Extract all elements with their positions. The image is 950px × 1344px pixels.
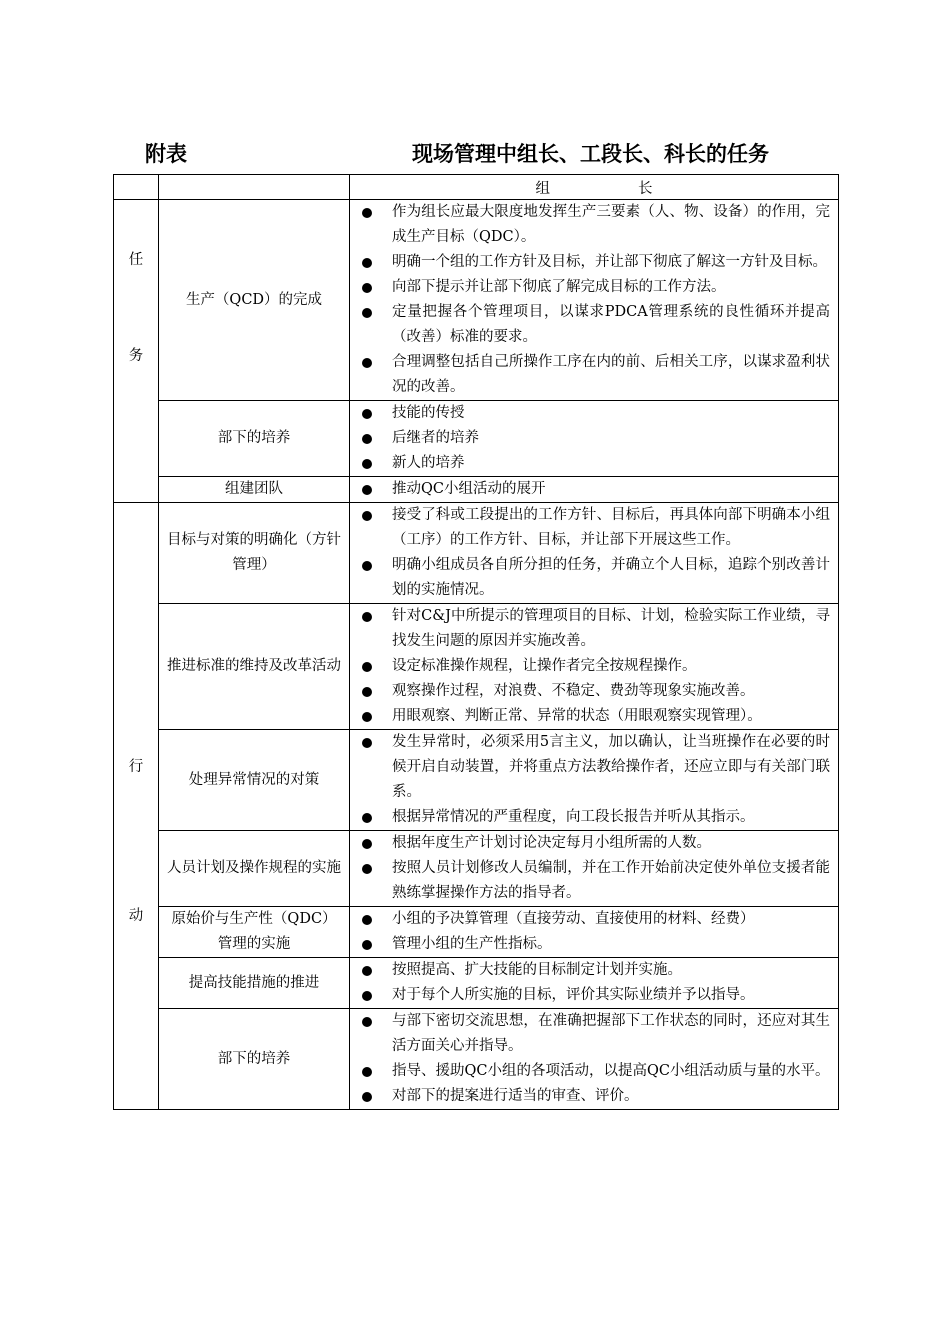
table-row [114, 831, 839, 907]
list-item [350, 730, 838, 805]
bullet-icon [362, 940, 372, 950]
list-item-text: 设定标准操作规程，让操作者完全按规程操作。 [392, 658, 697, 674]
header-char-2: 长 [638, 180, 653, 197]
header-char-1: 组 [535, 180, 550, 197]
row-label: 部下的培养 [159, 401, 350, 477]
list-item [350, 300, 838, 350]
list-item-text: 观察操作过程，对浪费、不稳定、费劲等现象实施改善。 [392, 683, 755, 699]
row-label: 生产（QCD）的完成 [159, 200, 350, 401]
list-item-text: 管理小组的生产性指标。 [392, 936, 552, 952]
list-item-text: 技能的传授 [392, 405, 465, 421]
list-item [350, 805, 838, 830]
list-item [350, 958, 838, 983]
bullet-icon [362, 561, 372, 571]
bullet-icon [362, 485, 372, 495]
row-items-cell [350, 907, 839, 958]
list-item [350, 983, 838, 1008]
row-label: 推进标准的维持及改革活动 [159, 604, 350, 730]
list-item [350, 679, 838, 704]
list-item-text: 对部下的提案进行适当的审查、评价。 [392, 1088, 639, 1104]
list-item [350, 907, 838, 932]
list-item-text: 按照人员计划修改人员编制，并在工作开始前决定使外单位支援者能熟练掌握操作方法的指导者。 [392, 860, 830, 901]
list-item-text: 针对C&J中所提示的管理项目的目标、计划，检验实际工作业绩，寻找发生问题的原因并实施改善。 [392, 608, 830, 649]
bullet-icon [362, 308, 372, 318]
task-table [113, 174, 839, 1110]
list-item [350, 1084, 838, 1109]
table-row [114, 477, 839, 503]
list-item-text: 明确一个组的工作方针及目标，并让部下彻底了解这一方针及目标。 [392, 254, 827, 270]
list-item [350, 1009, 838, 1059]
bullet-icon [362, 511, 372, 521]
list-item-text: 用眼观察、判断正常、异常的状态（用眼观察实现管理）。 [392, 708, 762, 724]
row-items-cell [350, 401, 839, 477]
table-row [114, 730, 839, 831]
list-item-text: 合理调整包括自己所操作工序在内的前、后相关工序，以谋求盈利状况的改善。 [392, 354, 830, 395]
bullet-icon [362, 839, 372, 849]
bullet-icon [362, 283, 372, 293]
group-task-char-1: 任 [128, 252, 144, 268]
group-task-cell [114, 200, 159, 503]
list-item [350, 553, 838, 603]
table-row [114, 958, 839, 1009]
list-item [350, 250, 838, 275]
bullet-icon [362, 459, 372, 469]
row-items-cell [350, 1009, 839, 1110]
row-label: 人员计划及操作规程的实施 [159, 831, 350, 907]
list-item-text: 对于每个人所实施的目标，评价其实际业绩并予以指导。 [392, 987, 755, 1003]
bullet-icon [362, 208, 372, 218]
list-item-text: 后继者的培养 [392, 430, 479, 446]
table-row [114, 401, 839, 477]
list-item-text: 新人的培养 [392, 455, 465, 471]
list-item [350, 200, 838, 250]
list-item-text: 根据异常情况的严重程度，向工段长报告并听从其指示。 [392, 809, 755, 825]
bullet-icon [362, 434, 372, 444]
list-item [350, 932, 838, 957]
row-items-cell [350, 477, 839, 503]
list-item [350, 350, 838, 400]
row-label: 处理异常情况的对策 [159, 730, 350, 831]
row-label: 组建团队 [159, 477, 350, 503]
bullet-icon [362, 1017, 372, 1027]
list-item [350, 831, 838, 856]
table-row [114, 200, 839, 401]
bullet-icon [362, 712, 372, 722]
list-item [350, 1059, 838, 1084]
row-label: 目标与对策的明确化（方针管理） [159, 503, 350, 604]
list-item-text: 定量把握各个管理项目，以谋求PDCA管理系统的良性循环并提高（改善）标准的要求。 [392, 304, 830, 345]
table-row [114, 604, 839, 730]
bullet-icon [362, 358, 372, 368]
row-label: 提高技能措施的推进 [159, 958, 350, 1009]
row-label: 原始价与生产性（QDC）管理的实施 [159, 907, 350, 958]
bullet-icon [362, 409, 372, 419]
bullet-icon [362, 662, 372, 672]
bullet-icon [362, 1092, 372, 1102]
list-item-text: 指导、援助QC小组的各项活动，以提高QC小组活动质与量的水平。 [392, 1063, 830, 1079]
bullet-icon [362, 966, 372, 976]
list-item [350, 426, 838, 451]
table-row [114, 907, 839, 958]
group-action-cell [114, 503, 159, 1110]
table-header-row [114, 175, 839, 200]
list-item [350, 654, 838, 679]
list-item [350, 856, 838, 906]
list-item [350, 704, 838, 729]
group-action-char-2: 动 [128, 908, 144, 924]
row-items-cell [350, 200, 839, 401]
list-item [350, 275, 838, 300]
bullet-icon [362, 864, 372, 874]
list-item-text: 小组的予决算管理（直接劳动、直接使用的材料、经费） [392, 911, 755, 927]
list-item [350, 451, 838, 476]
table-row [114, 503, 839, 604]
table-row [114, 1009, 839, 1110]
group-task-char-2: 务 [128, 348, 144, 364]
header-cell-empty-1 [114, 175, 159, 200]
list-item-text: 推动QC小组活动的展开 [392, 481, 546, 497]
group-action-char-1: 行 [128, 759, 144, 775]
list-item [350, 503, 838, 553]
bullet-icon [362, 813, 372, 823]
row-items-cell [350, 831, 839, 907]
list-item-text: 接受了科或工段提出的工作方针、目标后，再具体向部下明确本小组（工序）的工作方针、目标，并让部下开展这些工作。 [392, 507, 830, 548]
row-items-cell [350, 503, 839, 604]
bullet-icon [362, 1067, 372, 1077]
bullet-icon [362, 612, 372, 622]
page-title: 现场管理中组长、工段长、科长的任务 [412, 142, 769, 166]
row-items-cell [350, 958, 839, 1009]
row-label: 部下的培养 [159, 1009, 350, 1110]
list-item [350, 401, 838, 426]
bullet-icon [362, 738, 372, 748]
list-item-text: 向部下提示并让部下彻底了解完成目标的工作方法。 [392, 279, 726, 295]
list-item-text: 作为组长应最大限度地发挥生产三要素（人、物、设备）的作用，完成生产目标（QDC）。 [392, 204, 830, 245]
list-item-text: 按照提高、扩大技能的目标制定计划并实施。 [392, 962, 682, 978]
bullet-icon [362, 991, 372, 1001]
header-cell-empty-2 [159, 175, 350, 200]
list-item-text: 明确小组成员各自所分担的任务，并确立个人目标，追踪个别改善计划的实施情况。 [392, 557, 830, 598]
list-item [350, 604, 838, 654]
list-item [350, 477, 838, 502]
list-item-text: 根据年度生产计划讨论决定每月小组所需的人数。 [392, 835, 711, 851]
header-cell-group-leader [350, 175, 839, 200]
row-items-cell [350, 730, 839, 831]
appendix-label: 附表 [145, 142, 187, 166]
bullet-icon [362, 258, 372, 268]
list-item-text: 发生异常时，必须采用5言主义，加以确认，让当班操作在必要的时候开启自动装置，并将重点方法教给操作者，还应立即与有关部门联系。 [392, 734, 830, 800]
row-items-cell [350, 604, 839, 730]
bullet-icon [362, 915, 372, 925]
list-item-text: 与部下密切交流思想，在准确把握部下工作状态的同时，还应对其生活方面关心并指导。 [392, 1013, 830, 1054]
bullet-icon [362, 687, 372, 697]
